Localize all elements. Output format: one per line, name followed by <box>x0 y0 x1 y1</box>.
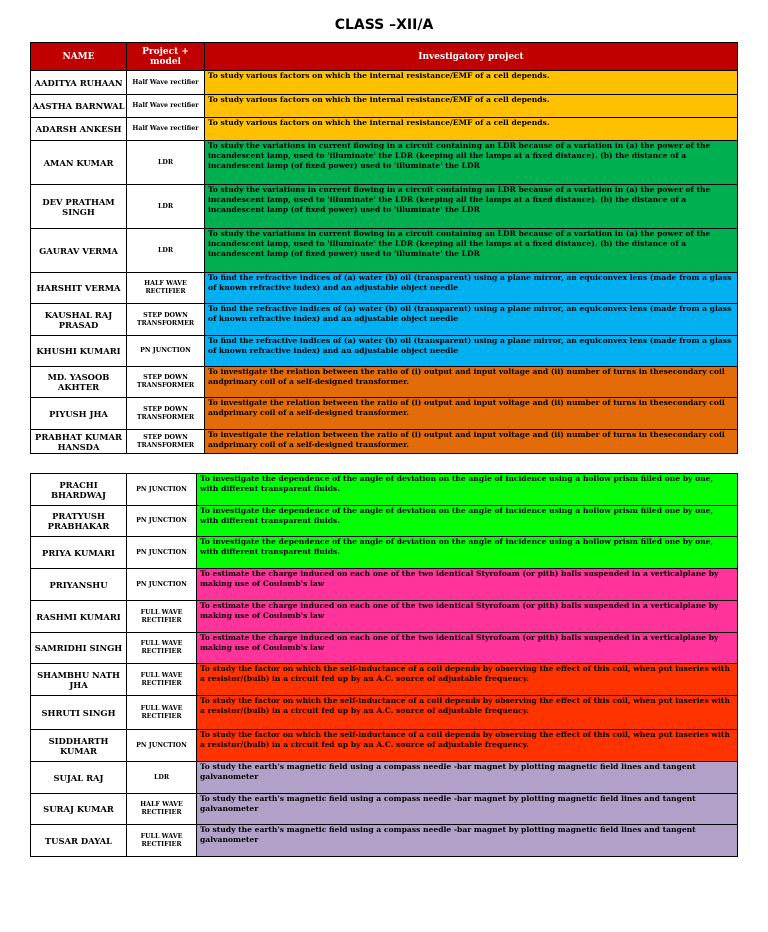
student-project: To study the factor on which the self-inductance of a coil depends by observing the effect of this coil, when put inseries with a resistor/(bulb) in a circuit fed up by an A.C. source of adjustable frequency. <box>197 664 738 696</box>
student-name: PIYUSH JHA <box>31 398 127 430</box>
table-header <box>31 43 738 71</box>
student-name: PRIYANSHU <box>31 569 127 601</box>
table-row <box>31 474 738 506</box>
student-name: PRABHAT KUMAR HANSDA <box>31 430 127 454</box>
student-project: To study the earth's magnetic field using a compass needle -bar magnet by plotting magnetic field lines and tangent galvanometer <box>197 794 738 825</box>
student-model: HALF WAVE RECTIFIER <box>127 794 197 825</box>
table-row <box>31 730 738 762</box>
student-project: To estimate the charge induced on each one of the two identical Styrofoam (or pith) balls suspended in a verticalplane by making use of Coulomb's law <box>197 569 738 601</box>
student-model: FULL WAVE RECTIFIER <box>127 825 197 857</box>
student-project: To investigate the relation between the ratio of (i) output and input voltage and (ii) number of turns in thesecondary coil andprimary coil of a self-designed transformer. <box>205 430 738 454</box>
student-name: SHAMBHU NATH JHA <box>31 664 127 696</box>
table-row <box>31 185 738 229</box>
table-row <box>31 601 738 633</box>
student-model: STEP DOWN TRANSFORMER <box>127 304 205 336</box>
student-name: AASTHA BARNWAL <box>31 95 127 118</box>
student-project: To investigate the dependence of the angle of deviation on the angle of incidence using a hollow prism filled one by one, with different transparent fluids. <box>197 537 738 569</box>
table-row <box>31 633 738 664</box>
table-row <box>31 696 738 730</box>
student-model: STEP DOWN TRANSFORMER <box>127 430 205 454</box>
student-name: RASHMI KUMARI <box>31 601 127 633</box>
student-name: SHRUTI SINGH <box>31 696 127 730</box>
student-project: To estimate the charge induced on each one of the two identical Styrofoam (or pith) balls suspended in a verticalplane by making use of Coulomb's law <box>197 633 738 664</box>
student-model: PN JUNCTION <box>127 569 197 601</box>
table-row <box>31 825 738 857</box>
student-name: SIDDHARTH KUMAR <box>31 730 127 762</box>
student-project: To study the earth's magnetic field using a compass needle -bar magnet by plotting magnetic field lines and tangent galvanometer <box>197 762 738 794</box>
table-row <box>31 118 738 141</box>
student-model: PN JUNCTION <box>127 474 197 506</box>
table-row <box>31 506 738 537</box>
table-row <box>31 229 738 273</box>
student-model: STEP DOWN TRANSFORMER <box>127 367 205 398</box>
student-name: DEV PRATHAM SINGH <box>31 185 127 229</box>
table-row <box>31 95 738 118</box>
student-project: To study various factors on which the internal resistance/EMF of a cell depends. <box>205 95 738 118</box>
table-row <box>31 273 738 304</box>
student-project: To study the factor on which the self-inductance of a coil depends by observing the effect of this coil, when put inseries with a resistor/(bulb) in a circuit fed up by an A.C. source of adjustable frequency. <box>197 730 738 762</box>
student-model: Half Wave rectifier <box>127 71 205 95</box>
student-project: To find the refractive indices of (a) water (b) oil (transparent) using a plane mirror, an equiconvex lens (made from a glass of known refractive index) and an adjustable object needle <box>205 336 738 367</box>
student-model: PN JUNCTION <box>127 730 197 762</box>
table-row <box>31 71 738 95</box>
student-name: KAUSHAL RAJ PRASAD <box>31 304 127 336</box>
table-row <box>31 537 738 569</box>
table-row <box>31 430 738 454</box>
table-row <box>31 367 738 398</box>
student-model: LDR <box>127 185 205 229</box>
student-project: To study the factor on which the self-inductance of a coil depends by observing the effect of this coil, when put inseries with a resistor/(bulb) in a circuit fed up by an A.C. source of adjustable frequency. <box>197 696 738 730</box>
table-row <box>31 569 738 601</box>
student-model: PN JUNCTION <box>127 537 197 569</box>
student-model: FULL WAVE RECTIFIER <box>127 664 197 696</box>
student-name: GAURAV VERMA <box>31 229 127 273</box>
student-name: HARSHIT VERMA <box>31 273 127 304</box>
student-project: To study the variations in current flowing in a circuit containing an LDR because of a variation in (a) the power of the incandescent lamp, used to 'illuminate' the LDR (keeping all the lamps at a fixed distance). (b) the distance of a incandescent lamp (of fixed power) used to 'illuminate' the LDR <box>205 185 738 229</box>
table-row <box>31 664 738 696</box>
student-model: STEP DOWN TRANSFORMER <box>127 398 205 430</box>
table-row <box>31 304 738 336</box>
table-row <box>31 141 738 185</box>
student-name: SUJAL RAJ <box>31 762 127 794</box>
student-project: To investigate the relation between the ratio of (i) output and input voltage and (ii) number of turns in thesecondary coil andprimary coil of a self-designed transformer. <box>205 367 738 398</box>
student-project: To find the refractive indices of (a) water (b) oil (transparent) using a plane mirror, an equiconvex lens (made from a glass of known refractive index) and an adjustable object needle <box>205 273 738 304</box>
table-row <box>31 398 738 430</box>
student-project: To estimate the charge induced on each one of the two identical Styrofoam (or pith) balls suspended in a verticalplane by making use of Coulomb's law <box>197 601 738 633</box>
student-name: PRATYUSH PRABHAKAR <box>31 506 127 537</box>
student-project: To study various factors on which the internal resistance/EMF of a cell depends. <box>205 118 738 141</box>
table-row <box>31 794 738 825</box>
student-name: SURAJ KUMAR <box>31 794 127 825</box>
student-project: To study various factors on which the internal resistance/EMF of a cell depends. <box>205 71 738 95</box>
student-project: To study the variations in current flowing in a circuit containing an LDR because of a variation in (a) the power of the incandescent lamp, used to 'illuminate' the LDR (keeping all the lamps at a fixed distance). (b) the distance of a incandescent lamp (of fixed power) used to 'illuminate' the LDR <box>205 141 738 185</box>
student-name: MD. YASOOB AKHTER <box>31 367 127 398</box>
student-model: LDR <box>127 141 205 185</box>
student-project: To study the variations in current flowing in a circuit containing an LDR because of a variation in (a) the power of the incandescent lamp, used to 'illuminate' the LDR (keeping all the lamps at a fixed distance). (b) the distance of a incandescent lamp (of fixed power) used to 'illuminate' the LDR <box>205 229 738 273</box>
student-project: To investigate the relation between the ratio of (i) output and input voltage and (ii) number of turns in thesecondary coil andprimary coil of a self-designed transformer. <box>205 398 738 430</box>
student-model: PN JUNCTION <box>127 506 197 537</box>
student-model: FULL WAVE RECTIFIER <box>127 601 197 633</box>
table-row <box>31 762 738 794</box>
student-name: KHUSHI KUMARI <box>31 336 127 367</box>
projects-table-2 <box>30 473 738 857</box>
student-model: LDR <box>127 762 197 794</box>
student-name: TUSAR DAYAL <box>31 825 127 857</box>
student-model: PN JUNCTION <box>127 336 205 367</box>
student-name: SAMRIDHI SINGH <box>31 633 127 664</box>
header-investigatory-project: Investigatory project <box>205 43 738 71</box>
student-name: AMAN KUMAR <box>31 141 127 185</box>
student-name: AADITYA RUHAAN <box>31 71 127 95</box>
student-model: LDR <box>127 229 205 273</box>
student-model: Half Wave rectifier <box>127 118 205 141</box>
student-name: ADARSH ANKESH <box>31 118 127 141</box>
student-model: FULL WAVE RECTIFIER <box>127 633 197 664</box>
student-name: PRIYA KUMARI <box>31 537 127 569</box>
header-name: NAME <box>31 43 127 71</box>
student-model: Half Wave rectifier <box>127 95 205 118</box>
header-project-model: Project + model <box>127 43 205 71</box>
page-title: CLASS –XII/A <box>334 17 434 33</box>
student-project: To investigate the dependence of the angle of deviation on the angle of incidence using a hollow prism filled one by one, with different transparent fluids. <box>197 506 738 537</box>
student-project: To investigate the dependence of the angle of deviation on the angle of incidence using a hollow prism filled one by one, with different transparent fluids. <box>197 474 738 506</box>
projects-table-1 <box>30 42 738 454</box>
table-row <box>31 336 738 367</box>
student-project: To find the refractive indices of (a) water (b) oil (transparent) using a plane mirror, an equiconvex lens (made from a glass of known refractive index) and an adjustable object needle <box>205 304 738 336</box>
student-model: FULL WAVE RECTIFIER <box>127 696 197 730</box>
student-model: HALF WAVE RECTIFIER <box>127 273 205 304</box>
student-name: PRACHI BHARDWAJ <box>31 474 127 506</box>
student-project: To study the earth's magnetic field using a compass needle -bar magnet by plotting magnetic field lines and tangent galvanometer <box>197 825 738 857</box>
